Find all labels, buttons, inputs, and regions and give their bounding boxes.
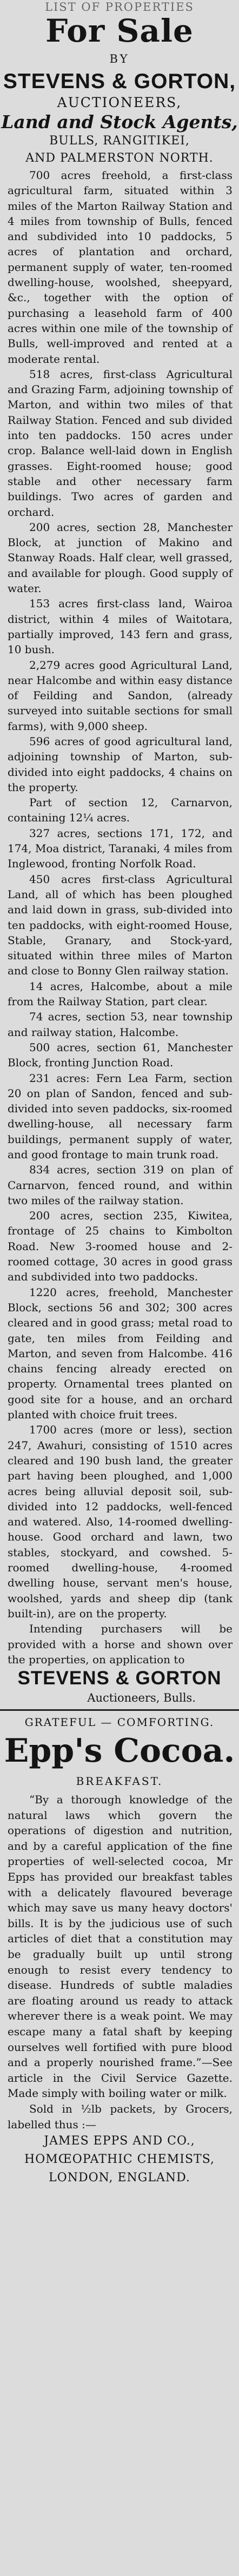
cocoa-tagline: GRATEFUL — COMFORTING. <box>24 1716 215 1729</box>
listing-item: 231 acres: Fern Lea Farm, section 20 on plan of Sandon, fenced and sub-divided into seven paddocks, six-roomed dwelling-house, all necessary farm buildings, permanent supply of water, and good frontage to main trunk road. <box>8 1071 233 1161</box>
cocoa-body-text: “By a thorough knowledge of the natural laws which govern the operations of digestion and nutrition, and by a careful application of the fine properties of well-selected cocoa, Mr Epps has provided our breakfast tables with a delicately flavoured beverage which may save us many heavy doctors' bills. It is by the judicious use of such articles of diet that a constitution may be gradually built up until strong enough to resist every tendency to disease. Hundreds of subtle maladies are floating around us ready to attack wherever there is a weak point. We may escape many a fatal shaft by keeping ourselves well fortified with pure blood and a properly nourished frame.”—See article in the Civil Service Gazette. Made simply with boiling water or milk. <box>8 1793 233 2100</box>
listing-item: 450 acres first-class Agricultural Land, all of which has been ploughed and laid down in grass, sub-divided into ten paddocks, with eight-roomed House, Stable, Granary, and Stock-yard, situated within three miles of Marton and close to Bonny Glen railway station. <box>8 872 233 978</box>
listing-item: 74 acres, section 53, near township and railway station, Halcombe. <box>8 1010 233 1039</box>
listing-item: 2,279 acres good Agricultural Land, near Halcombe and within easy distance of Feilding and Sandon, (already surveyed into suitable sections for small farms), with 9,000 sheep. <box>8 658 233 733</box>
section-divider <box>0 1709 239 1711</box>
listing-item: 700 acres freehold, a first-class agricultural farm, situated within 3 miles of the Marton Railway Station and 4 miles from township of Bulls, fenced and subdivided into 10 paddocks, 5 acres of plantation and orchard, permanent supply of water, ten-roomed dwelling-house, woolshed, sheepyard, &c., together with the option of purchasing a leasehold farm of 400 acres within one mile of the township of Bulls, well-improved and rented at a moderate rental. <box>8 169 233 366</box>
listings <box>0 168 239 1621</box>
listing-item: 14 acres, Halcombe, about a mile from the Railway Station, part clear. <box>8 979 233 1008</box>
list-of-properties-heading: LIST OF PROPERTIES <box>45 1 194 14</box>
by-label: BY <box>109 52 130 65</box>
listing-item: Part of section 12, Carnarvon, containing 12¼ acres. <box>8 796 233 825</box>
cocoa-subtitle: BREAKFAST. <box>76 1775 163 1788</box>
listing-item: 596 acres of good agricultural land, adjoining township of Marton, sub-divided into eight paddocks, 4 chains on the property. <box>8 734 233 794</box>
purchasers-note: Intending purchasers will be provided with a horse and shown over the properties, on application to <box>8 1622 233 1666</box>
for-sale-title: For Sale <box>45 12 194 49</box>
listing-item: 327 acres, sections 171, 172, and 174, Moa district, Taranaki, 4 miles from Inglewood, fronting Norfolk Road. <box>8 826 233 871</box>
listing-item: 200 acres, section 235, Kiwitea, frontage of 25 chains to Kimbolton Road. New 3-roomed house and 2-roomed cottage, 30 acres in good grass and subdivided into two paddocks. <box>8 1209 233 1284</box>
signature-firm: STEVENS & GORTON <box>17 1668 222 1689</box>
listing-item: 200 acres, section 28, Manchester Block, at junction of Makino and Stanway Roads. Half clear, well grassed, and available for plough. Good supply of water. <box>8 520 233 595</box>
listing-item: 518 acres, first-class Agricultural and Grazing Farm, adjoining township of Marton, and within two miles of that Railway Station. Fenced and sub divided into ten paddocks. 150 acres under crop. Balance well-laid down in English grasses. Eight-roomed house; good stable and other necessary farm buildings. Two acres of garden and orchard. <box>8 367 233 519</box>
cocoa-title: Epp's Cocoa. <box>4 1732 235 1770</box>
listing-item: 834 acres, section 319 on plan of Carnarvon, fenced round, and within two miles of the railway station. <box>8 1163 233 1207</box>
listing-item: 153 acres first-class land, Wairoa district, within 4 miles of Waitotara, partially improved, 143 fern and grass, 10 bush. <box>8 597 233 656</box>
cocoa-maker-type: HOMŒOPATHIC CHEMISTS, <box>24 2153 215 2167</box>
signature-location: Auctioneers, Bulls. <box>87 1691 196 1705</box>
listing-item: 500 acres, section 61, Manchester Block, fronting Junction Road. <box>8 1040 233 1070</box>
firm-location-line1: BULLS, RANGITIKEI, <box>49 134 190 148</box>
listing-item: 1220 acres, freehold, Manchester Block, sections 56 and 302; 300 acres cleared and in good grass; metal road to gate, ten miles from Feilding and Marton, and seven from Halcombe. 416 chains fencing already erected on property. Ornamental trees planted on good site for a house, and an orchard planted with choice fruit trees. <box>8 1285 233 1422</box>
cocoa-maker-location: LONDON, ENGLAND. <box>49 2171 190 2185</box>
cocoa-sold-text: Sold in ½lb packets, by Grocers, labelled thus :— <box>8 2102 233 2131</box>
listing-item: 1700 acres (more or less), section 247, Awahuri, consisting of 1510 acres cleared and 190 bush land, the greater part having been ploughed, and 1,000 acres being alluvial deposit soil, sub-divided into 12 paddocks, well-fenced and watered. Also, 14-roomed dwelling-house. Good orchard and lawn, two stables, stockyard, and cowshed. 5-roomed dwelling-house, 4-roomed dwelling house, servant men's house, woolshed, yards and sheep dip (tank built-in), are on the property. <box>8 1423 233 1620</box>
auctioneers-label: AUCTIONEERS, <box>57 95 182 110</box>
firm-location-line2: AND PALMERSTON NORTH. <box>25 151 214 165</box>
cocoa-maker-name: JAMES EPPS AND CO., <box>44 2134 195 2148</box>
firm-name: STEVENS & GORTON, <box>3 70 236 93</box>
cocoa-advertisement <box>0 1713 239 2187</box>
agents-label: Land and Stock Agents, <box>1 111 238 132</box>
